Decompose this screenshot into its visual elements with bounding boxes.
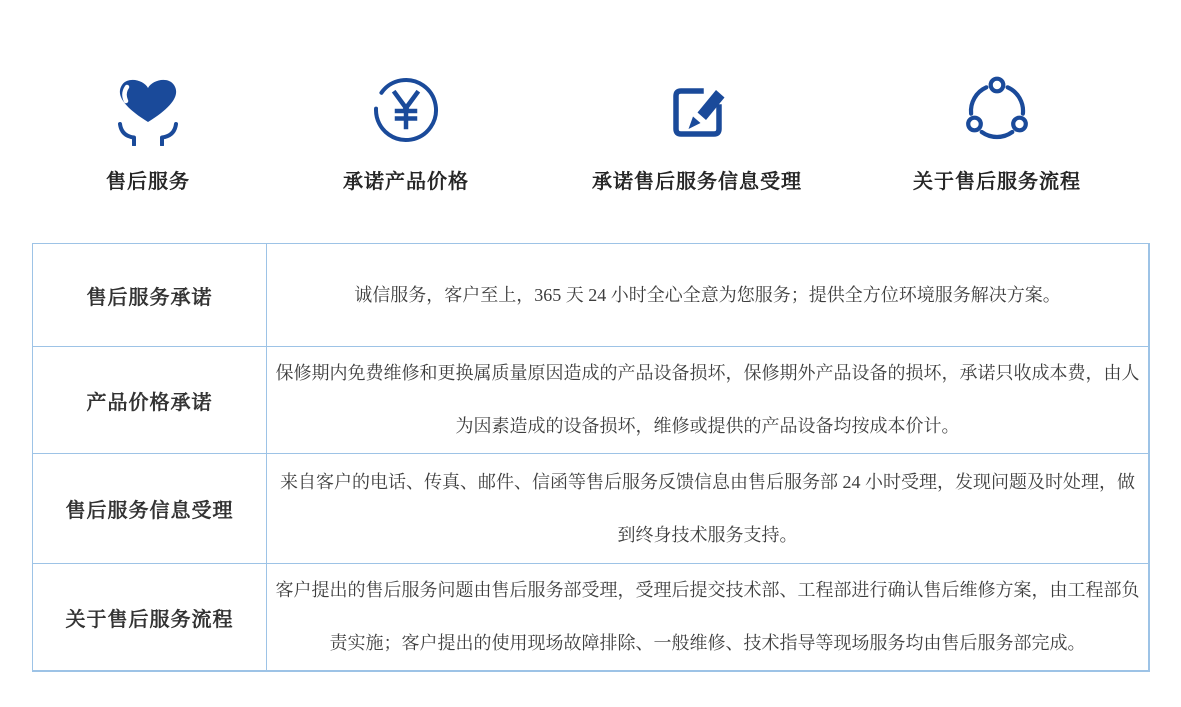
table-row bbox=[33, 454, 1150, 564]
table-row bbox=[33, 244, 1150, 347]
feature-service-process bbox=[837, 74, 1157, 194]
yen-circle-icon bbox=[370, 74, 442, 146]
table-row bbox=[33, 564, 1150, 672]
share-network-icon bbox=[961, 74, 1033, 146]
feature-label: 关于售后服务流程 bbox=[913, 171, 1081, 193]
heart-in-hands-icon bbox=[112, 74, 184, 146]
service-commitment-table bbox=[32, 243, 1150, 672]
row-content-service-promise: 诚信服务，客户至上，365 天 24 小时全心全意为您服务；提供全方位环境服务解决方案。 bbox=[267, 244, 1150, 347]
feature-label: 承诺售后服务信息受理 bbox=[592, 171, 802, 193]
feature-service-info bbox=[537, 74, 857, 194]
row-label-price-promise: 产品价格承诺 bbox=[33, 347, 267, 454]
feature-label: 承诺产品价格 bbox=[343, 171, 469, 193]
row-content-service-process: 客户提出的售后服务问题由售后服务部受理，受理后提交技术部、工程部进行确认售后维修方案，由工程部负责实施；客户提出的使用现场故障排除、一般维修、技术指导等现场服务均由售后服务部完成。 bbox=[267, 564, 1150, 672]
row-content-info-acceptance: 来自客户的电话、传真、邮件、信函等售后服务反馈信息由售后服务部 24 小时受理，发现问题及时处理，做到终身技术服务支持。 bbox=[267, 454, 1150, 564]
feature-product-price bbox=[246, 74, 566, 194]
row-label-service-promise: 售后服务承诺 bbox=[33, 244, 267, 347]
table-row bbox=[33, 347, 1150, 454]
row-label-info-acceptance: 售后服务信息受理 bbox=[33, 454, 267, 564]
row-label-service-process: 关于售后服务流程 bbox=[33, 564, 267, 672]
feature-label: 售后服务 bbox=[106, 171, 190, 193]
edit-square-icon bbox=[661, 74, 733, 146]
row-content-price-promise: 保修期内免费维修和更换属质量原因造成的产品设备损坏，保修期外产品设备的损坏，承诺只收成本费，由人为因素造成的设备损坏，维修或提供的产品设备均按成本价计。 bbox=[267, 347, 1150, 454]
